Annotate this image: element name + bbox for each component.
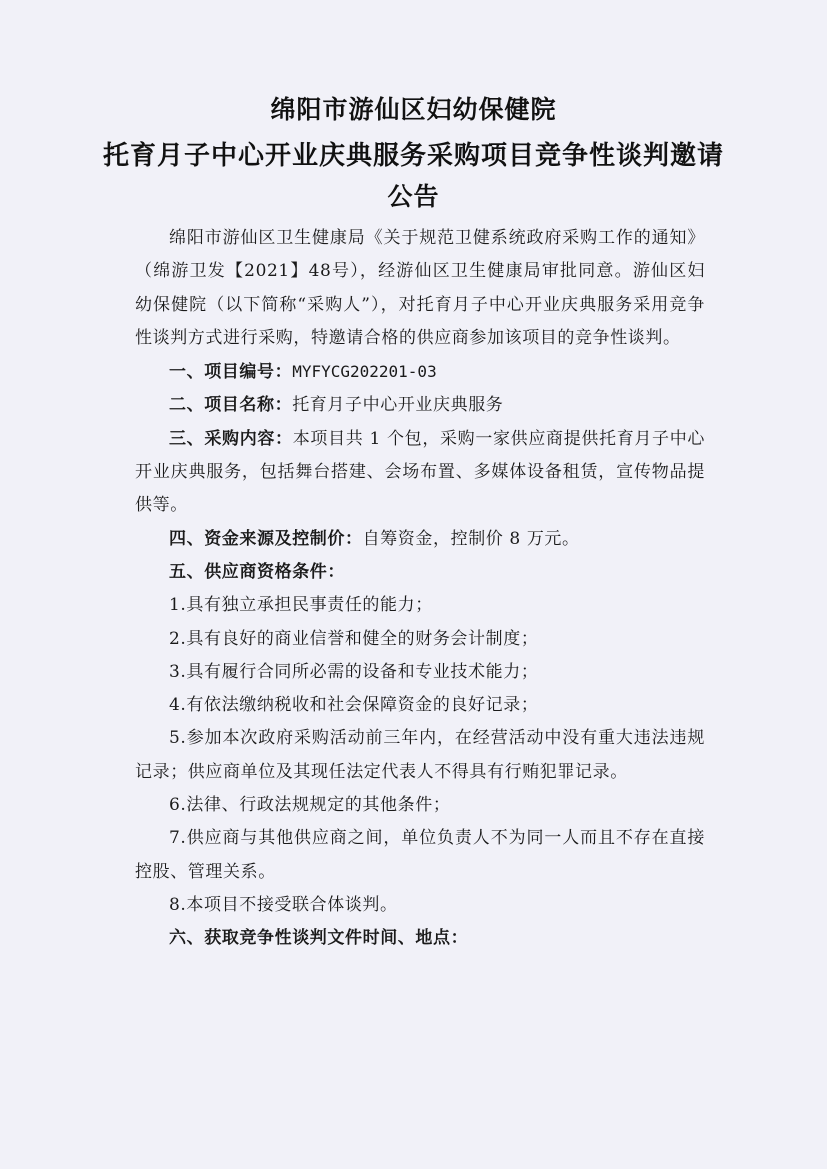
section-6 (135, 922, 705, 955)
section-2 (135, 389, 705, 422)
section-3-label: 三、采购内容： (169, 428, 293, 449)
document-body (135, 222, 705, 956)
condition-item: 7.供应商与其他供应商之间，单位负责人不为同一人而且不存在直接控股、管理关系。 (135, 828, 705, 882)
section-3 (135, 423, 705, 523)
condition-item: 1.具有独立承担民事责任的能力； (169, 595, 433, 616)
section-6-label: 六、获取竞争性谈判文件时间、地点： (169, 928, 469, 949)
condition-item: 4.有依法缴纳税收和社会保障资金的良好记录； (169, 695, 539, 716)
condition-item: 3.具有履行合同所必需的设备和专业技术能力； (169, 661, 539, 682)
condition-item: 2.具有良好的商业信誉和健全的财务会计制度； (169, 628, 539, 649)
section-5 (135, 556, 705, 589)
section-1 (135, 355, 705, 389)
title-line-3: 公告 (387, 182, 440, 211)
condition-item: 6.法律、行政法规规定的其他条件； (169, 795, 451, 816)
intro-paragraph: 绵阳市游仙区卫生健康局《关于规范卫健系统政府采购工作的通知》（绵游卫发【2021】48号），经游仙区卫生健康局审批同意。游仙区妇幼保健院（以下简称“采购人”），对托育月子中心开业庆典服务采用竞争性谈判方式进行采购，特邀请合格的供应商参加该项目的竞争性谈判。 (135, 228, 705, 348)
title-line-2: 托育月子中心开业庆典服务采购项目竞争性谈判邀请 (102, 141, 724, 171)
section-4 (135, 523, 705, 556)
project-number: MYFYCG202201-03 (292, 362, 437, 382)
condition-item: 5.参加本次政府采购活动前三年内，在经营活动中没有重大违法违规记录；供应商单位及其现任法定代表人不得具有行贿犯罪记录。 (135, 728, 705, 782)
title-line-1: 绵阳市游仙区妇幼保健院 (270, 95, 557, 124)
section-2-label: 二、项目名称： (169, 395, 293, 416)
procurement-content: 本项目共 1 个包，采购一家供应商提供托育月子中心开业庆典服务，包括舞台搭建、会场布置、多媒体设备租赁，宣传物品提供等。 (135, 428, 706, 516)
funding-source: 自筹资金，控制价 8 万元。 (362, 528, 580, 549)
section-5-label: 五、供应商资格条件： (169, 561, 345, 582)
condition-item: 8.本项目不接受联合体谈判。 (169, 894, 398, 915)
project-name: 托育月子中心开业庆典服务 (292, 395, 504, 416)
section-4-label: 四、资金来源及控制价： (169, 528, 363, 549)
section-1-label: 一、项目编号： (169, 362, 293, 383)
